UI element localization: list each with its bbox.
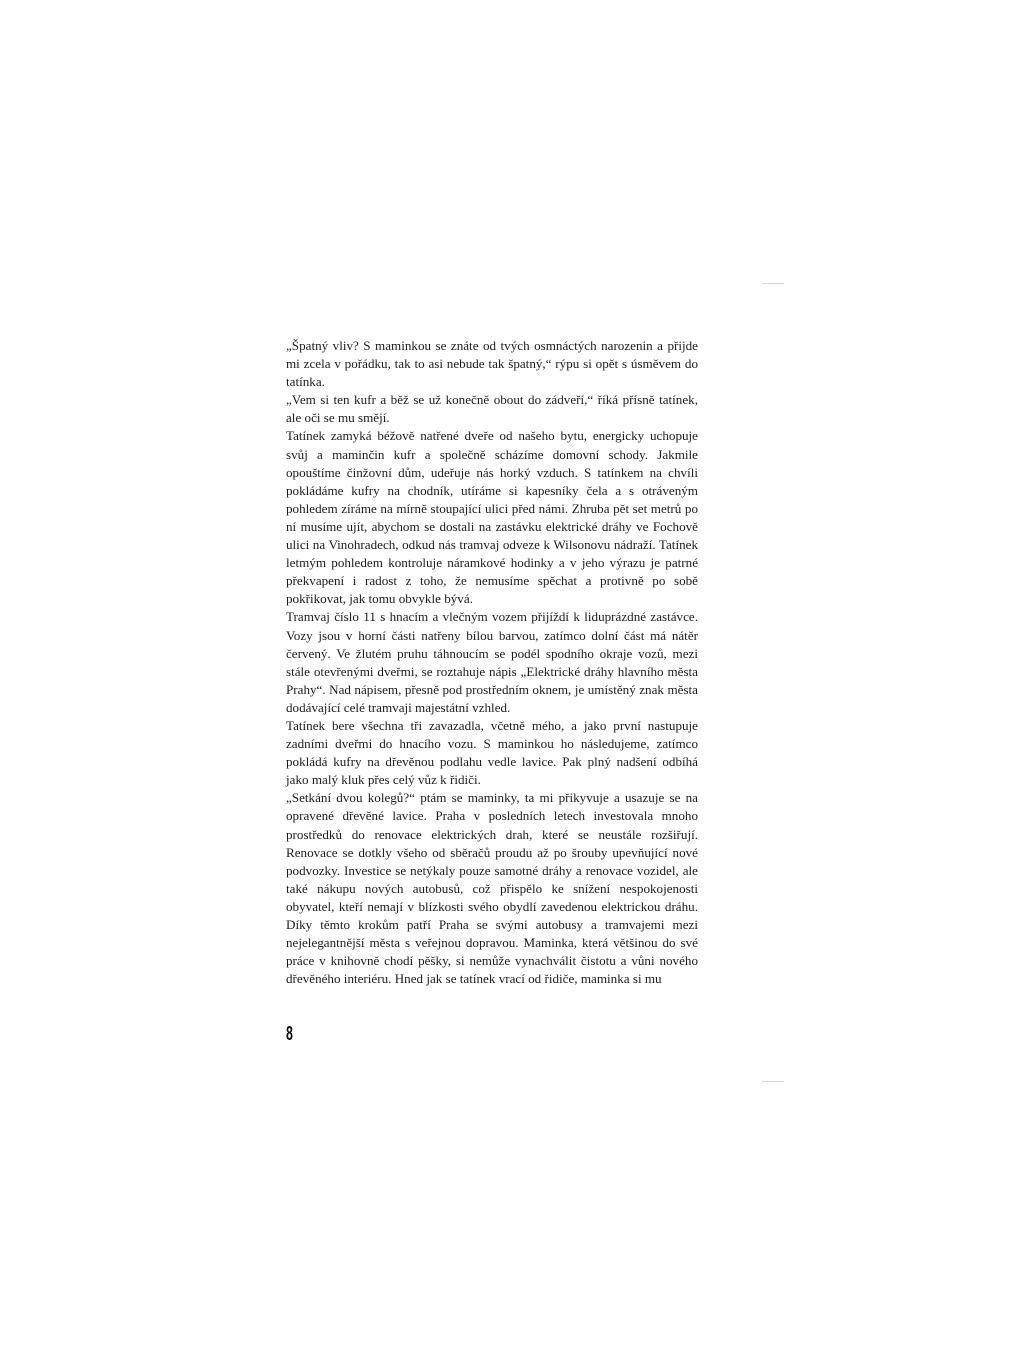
crop-mark-bottom [762,1081,784,1082]
page-number: 8 [286,1023,293,1045]
paragraph-1: „Špatný vliv? S maminkou se znáte od tvých osmnáctých narozenin a přijde mi zcela v pořádku, tak to asi nebude tak špatný,“ rýpu si opět s úsměvem do tatínka. [286,338,698,390]
paragraph-5: Tatínek bere všechna tři zavazadla, včetně mého, a jako první nastupuje zadními dveřmi do hnacího vozu. S maminkou ho následujeme, zatímco pokládá kufry na dřevěnou podlahu vedle lavice. Pak plný nadšení odbíhá jako malý kluk přes celý vůz k řidiči. [286,717,698,788]
paragraph-3: Tatínek zamyká béžově natřené dveře od našeho bytu, energicky uchopuje svůj a maminčin kufr a společně scházíme domovní schody. Jakmile opouštíme činžovní dům, udeřuje nás horký vzduch. S tatínkem na chvíli pokládáme kufry na chodník, utíráme si kapesníky čela a s otráveným pohledem zíráme na mírně stoupající ulici před námi. Zhruba pět set metrů po ní musíme ujít, abychom se dostali na zastávku elektrické dráhy ve Fochově ulici na Vinohradech, odkud nás tramvaj odveze k Wilsonovu nádraží. Tatínek letmým pohledem kontroluje náramkové hodinky a v jeho výrazu je patrné překvapení i radost z toho, že nemusíme spěchat a protivně po sobě pokřikovat, jak tomu obvykle bývá. [286,428,698,607]
body-text [286,337,698,988]
paragraph-4: Tramvaj číslo 11 s hnacím a vlečným vozem přijíždí k liduprázdné zastávce. Vozy jsou v horní části natřeny bílou barvou, zatímco dolní část má nátěr červený. Ve žlutém pruhu táhnoucím se podél spodního okraje vozů, mezi stále otevřenými dveřmi, se roztahuje nápis „Elektrické dráhy hlavního města Prahy“. Nad nápisem, přesně pod prostředním oknem, je umístěný znak města dodávající celé tramvaji majestátní vzhled. [286,609,698,715]
paragraph-2: „Vem si ten kufr a běž se už konečně obout do zádveří,“ říká přísně tatínek, ale oči se mu smějí. [286,392,698,426]
crop-mark-top [762,283,784,284]
paragraph-6: „Setkání dvou kolegů?“ ptám se maminky, ta mi přikyvuje a usazuje se na opravené dřevěné lavice. Praha v posledních letech investovala mnoho prostředků do renovace elektrických drah, které se neustále rozšiřují. Renovace se dotkly všeho od sběračů proudu až po šrouby upevňující nové podvozky. Investice se netýkaly pouze samotné dráhy a renovace vozidel, ale také nákupu nových autobusů, což přispělo ke snížení nespokojenosti obyvatel, kteří nemají v blízkosti svého obydlí zavedenou elektrickou dráhu. Díky těmto krokům patří Praha se svými autobusy a tramvajemi mezi nejelegantnější města s veřejnou dopravou. Maminka, která většinou do své práce v knihovně chodí pěšky, si nemůže vynachválit čistotu a vůni nového dřevěného interiéru. Hned jak se tatínek vrací od řidiče, maminka si mu [286,790,698,987]
